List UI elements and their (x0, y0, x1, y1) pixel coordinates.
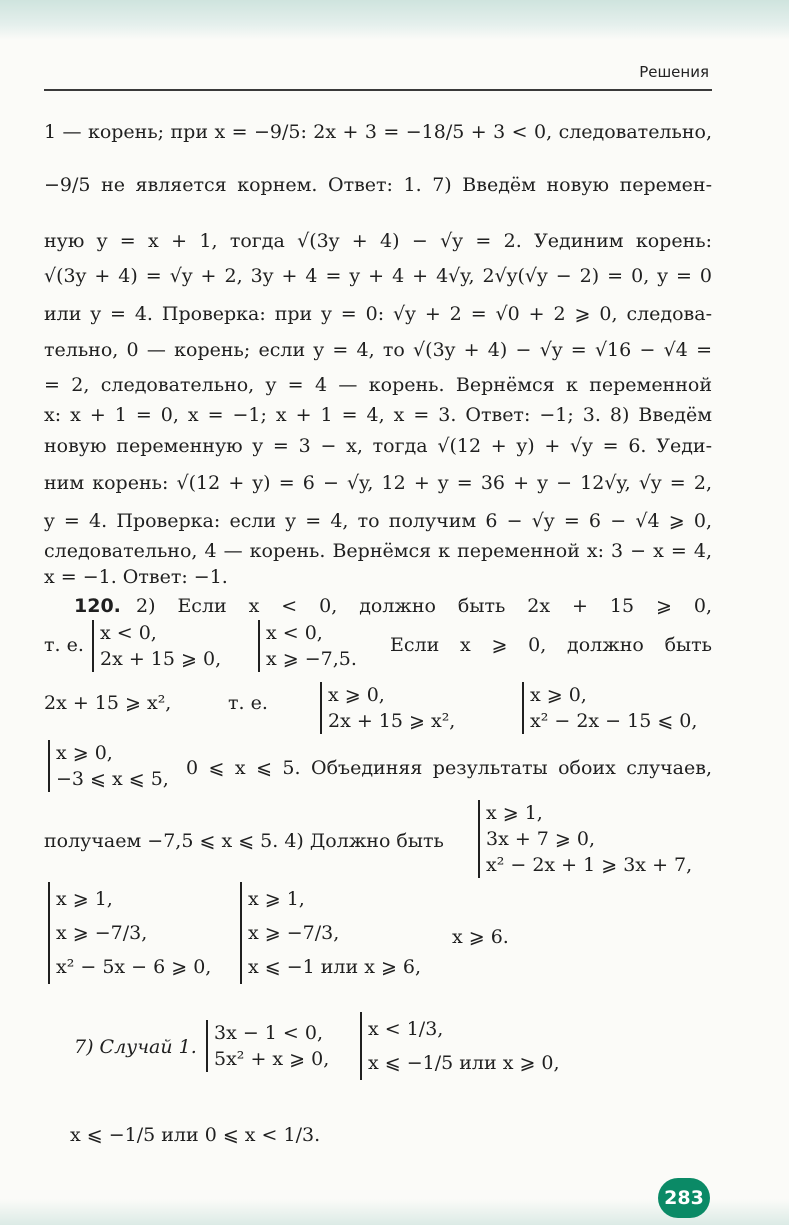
te-label: т. е. (44, 634, 84, 656)
header-divider (44, 89, 712, 91)
answer-4: x ⩾ 6. (452, 926, 509, 948)
system-4-row-2: x² − 2x − 15 ⩽ 0, (530, 710, 698, 732)
system-3-row-1: x ⩾ 0, (328, 684, 385, 706)
problem-intro: 2) Если x < 0, должно быть 2x + 15 ⩾ 0, (136, 595, 712, 617)
system-1-row-1: x < 0, (100, 622, 157, 644)
result-line-2: получаем −7,5 ⩽ x ⩽ 5. 4) Должно быть (44, 830, 444, 852)
text-line-1: 1 — корень; при x = −9/5: 2x + 3 = −18/5 + 3 < 0, следовательно, (44, 121, 712, 143)
system-7-row-1: x ⩾ 1, (56, 888, 113, 910)
system-10-row-1: x < 1/3, (368, 1018, 444, 1040)
system-8-row-2: x ⩾ −7/3, (248, 922, 340, 944)
system-9 (206, 1020, 329, 1072)
system-7-row-2: x ⩾ −7/3, (56, 922, 148, 944)
text-line-6: тельно, 0 — корень; если y = 4, то √(3y + 4) − √y = √16 − √4 = (44, 339, 712, 361)
te-label-2: т. е. (228, 692, 268, 714)
system-6 (478, 800, 692, 878)
result-line-1: 0 ⩽ x ⩽ 5. Объединяя результаты обоих случаев, (186, 757, 712, 779)
system-2-row-2: x ⩾ −7,5. (266, 648, 357, 670)
system-8-row-1: x ⩾ 1, (248, 888, 305, 910)
text-line-11: y = 4. Проверка: если y = 4, то получим 6 − √y = 6 − √4 ⩾ 0, (44, 510, 712, 532)
page-number-badge: 283 (658, 1178, 710, 1218)
system-6-row-3: x² − 2x + 1 ⩾ 3x + 7, (486, 854, 693, 876)
text-line-13: x = −1. Ответ: −1. (44, 566, 228, 588)
system-2-row-1: x < 0, (266, 622, 323, 644)
system-5-row-1: x ⩾ 0, (56, 742, 113, 764)
system-3 (320, 682, 455, 734)
system-1 (92, 620, 221, 672)
system-1-row-2: 2x + 15 ⩾ 0, (100, 648, 222, 670)
if-positive-text: Если x ⩾ 0, должно быть (390, 634, 712, 656)
inequality-text: 2x + 15 ⩾ x², (44, 692, 172, 714)
system-9-row-2: 5x² + x ⩾ 0, (214, 1048, 330, 1070)
system-5-row-2: −3 ⩽ x ⩽ 5, (56, 768, 169, 790)
system-3-row-2: 2x + 15 ⩾ x², (328, 710, 456, 732)
text-line-4: √(3y + 4) = √y + 2, 3y + 4 = y + 4 + 4√y, 2√y(√y − 2) = 0, y = 0 (44, 265, 712, 287)
section-header: Решения (639, 63, 709, 81)
system-6-row-1: x ⩾ 1, (486, 802, 543, 824)
system-6-row-2: 3x + 7 ⩾ 0, (486, 828, 596, 850)
text-line-7: = 2, следовательно, y = 4 — корень. Вернёмся к переменной (44, 374, 712, 396)
system-2 (258, 620, 357, 672)
case-label: 7) Случай 1. (74, 1036, 197, 1058)
text-line-8: x: x + 1 = 0, x = −1; x + 1 = 4, x = 3. Ответ: −1; 3. 8) Введём (44, 404, 712, 426)
final-answer: x ⩽ −1/5 или 0 ⩽ x < 1/3. (70, 1124, 321, 1146)
system-7 (48, 882, 211, 984)
text-line-2: −9/5 не является корнем. Ответ: 1. 7) Введём новую перемен- (44, 174, 712, 196)
system-9-row-1: 3x − 1 < 0, (214, 1022, 324, 1044)
text-line-3: ную y = x + 1, тогда √(3y + 4) − √y = 2. Уединим корень: (44, 230, 712, 252)
system-4 (522, 682, 697, 734)
system-5 (48, 740, 169, 792)
system-4-row-1: x ⩾ 0, (530, 684, 587, 706)
text-line-5: или y = 4. Проверка: при y = 0: √y + 2 = √0 + 2 ⩾ 0, следова- (44, 303, 712, 325)
system-8-row-3: x ⩽ −1 или x ⩾ 6, (248, 956, 422, 978)
text-line-10: ним корень: √(12 + y) = 6 − √y, 12 + y = 36 + y − 12√y, √y = 2, (44, 472, 712, 494)
problem-number: 120. (74, 595, 121, 617)
text-line-9: новую переменную y = 3 − x, тогда √(12 + y) + √y = 6. Уеди- (44, 435, 712, 457)
top-color-band (0, 0, 789, 40)
system-10 (360, 1012, 560, 1080)
system-8 (240, 882, 421, 984)
system-7-row-3: x² − 5x − 6 ⩾ 0, (56, 956, 212, 978)
system-10-row-2: x ⩽ −1/5 или x ⩾ 0, (368, 1052, 560, 1074)
text-line-12: следовательно, 4 — корень. Вернёмся к переменной x: 3 − x = 4, (44, 540, 712, 562)
